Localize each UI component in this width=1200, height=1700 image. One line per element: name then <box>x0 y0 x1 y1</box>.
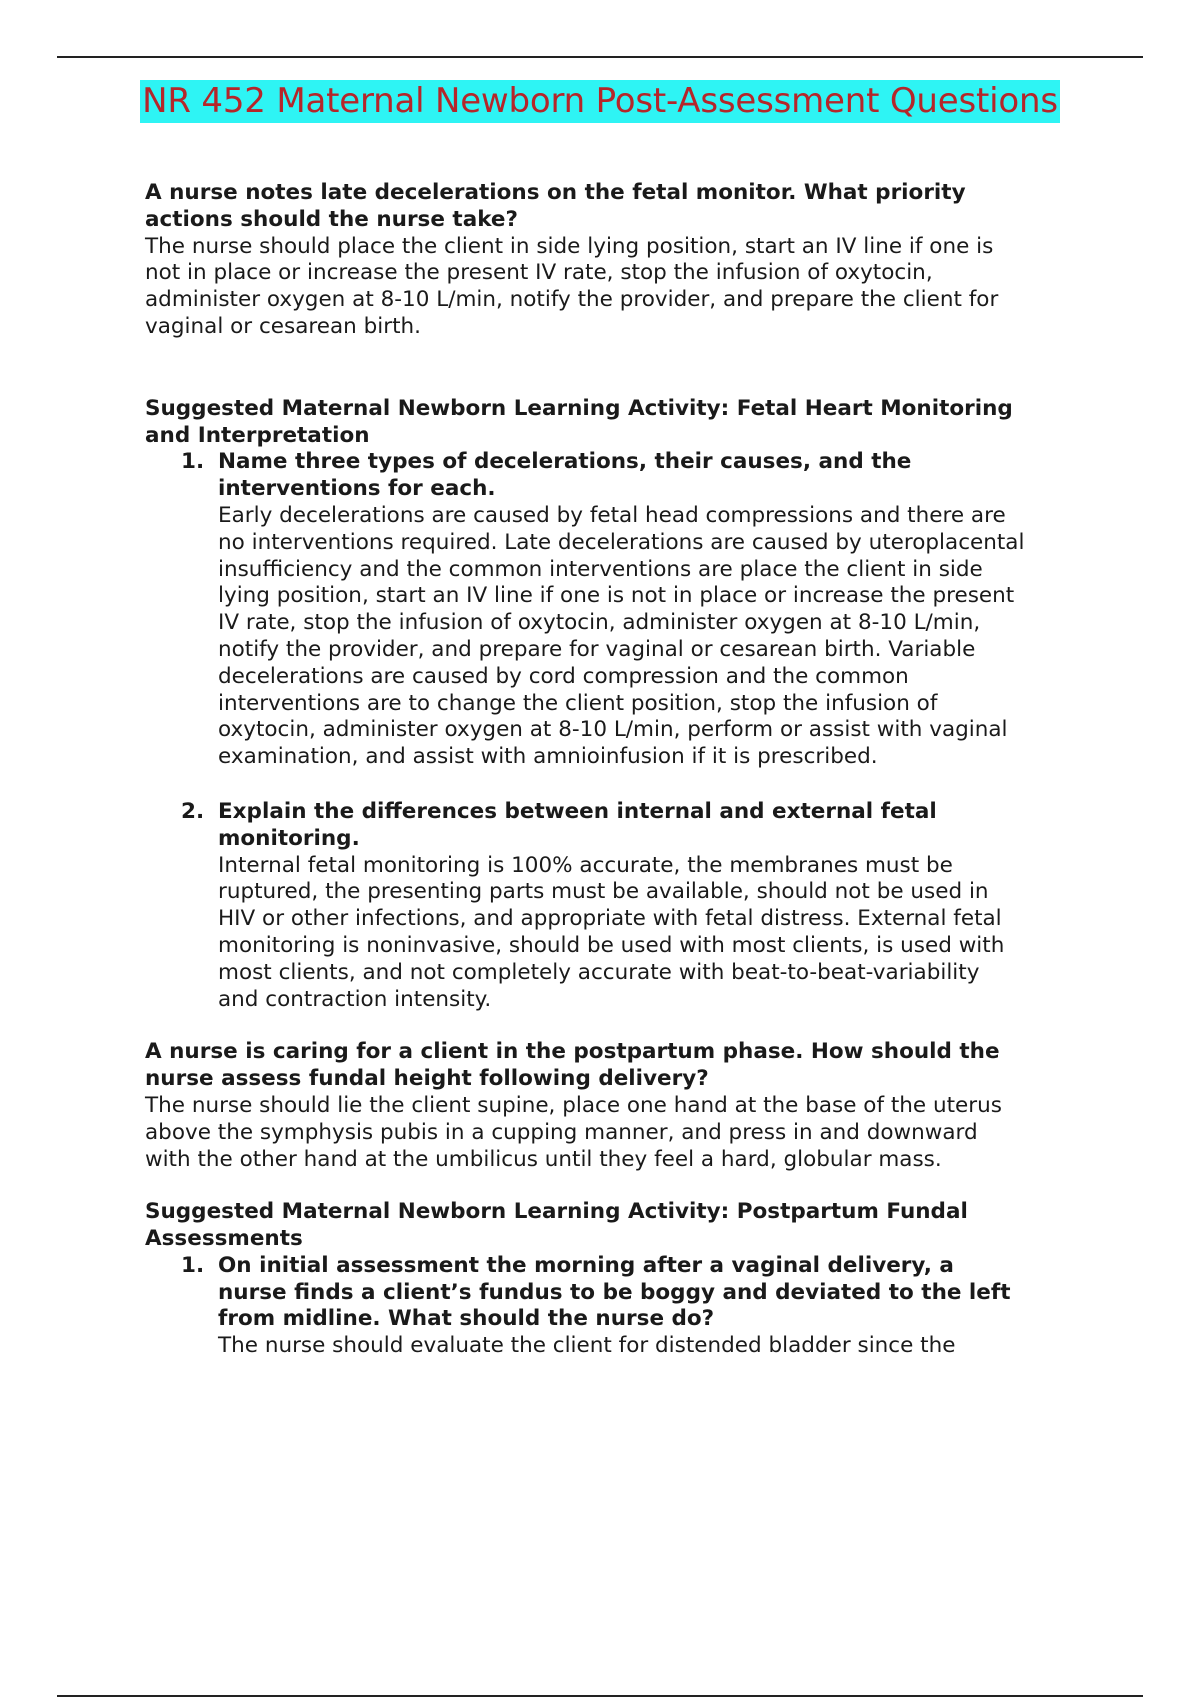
activity-list <box>145 1253 1025 1360</box>
item-question: On initial assessment the morning after a vaginal delivery, a nurse finds a client’s fundus to be boggy and deviated to the left from midline. What should the nurse do? <box>218 1252 1011 1332</box>
document-body <box>145 180 1025 1360</box>
learning-activity-postpartum-fundal <box>145 1199 1025 1360</box>
list-item <box>145 799 1025 1013</box>
list-item <box>145 1253 1025 1360</box>
question-late-decelerations <box>145 180 1025 341</box>
activity-list <box>145 449 1025 1013</box>
item-number: 1. <box>181 449 205 475</box>
bottom-rule <box>57 1695 1143 1697</box>
item-number: 2. <box>181 798 205 824</box>
learning-activity-fetal-heart-monitoring <box>145 396 1025 1014</box>
item-answer: Internal fetal monitoring is 100% accurate, the membranes must be ruptured, the presenting parts must be available, should not be used in HIV or other infections, and appropriate with fetal distress. External fetal monitoring is noninvasive, should be used with most clients, is used with most clients, and not completely accurate with beat-to-beat-variability and contraction intensity. <box>218 852 1005 1012</box>
answer-text: The nurse should place the client in side lying position, start an IV line if one is not in place or increase the present IV rate, stop the infusion of oxytocin, administer oxygen at 8-10 L/min, notify the provider, and prepare the client for vaginal or cesarean birth. <box>145 233 999 339</box>
item-question: Explain the differences between internal and external fetal monitoring. <box>218 798 937 851</box>
item-answer: The nurse should evaluate the client for distended bladder since the <box>218 1333 956 1359</box>
item-question: Name three types of decelerations, their causes, and the interventions for each. <box>218 449 912 502</box>
question-text: A nurse notes late decelerations on the fetal monitor. What priority actions should the nurse take? <box>145 180 966 232</box>
question-text: A nurse is caring for a client in the postpartum phase. How should the nurse assess fundal height following delivery? <box>145 1039 1000 1092</box>
answer-text: The nurse should lie the client supine, place one hand at the base of the uterus above the symphysis pubis in a cupping manner, and press in and downward with the other hand at the umbilicus until they feel a hard, globular mass. <box>145 1092 1002 1172</box>
question-fundal-height <box>145 1039 1025 1173</box>
title-block <box>0 80 1200 123</box>
item-number: 1. <box>181 1252 205 1278</box>
spacer-item <box>145 771 1025 799</box>
spacer <box>145 341 1025 396</box>
item-answer: Early decelerations are caused by fetal head compressions and there are no interventions required. Late decelerations are caused by uteroplacental insufficiency and the common interventions are place the client in side lying position, start an IV line if one is not in place or increase the present IV rate, stop the infusion of oxytocin, administer oxygen at 8-10 L/min, notify the provider, and prepare for vaginal or cesarean birth. Variable decelerations are caused by cord compression and the common interventions are to change the client position, stop the infusion of oxytocin, administer oxygen at 8-10 L/min, perform or assist with vaginal examination, and assist with amnioinfusion if it is prescribed. <box>218 502 1025 770</box>
list-item <box>145 449 1025 771</box>
activity-heading: Suggested Maternal Newborn Learning Activity: Fetal Heart Monitoring and Interpretation <box>145 395 1013 448</box>
activity-heading: Suggested Maternal Newborn Learning Activity: Postpartum Fundal Assessments <box>145 1199 968 1252</box>
top-rule <box>57 56 1143 58</box>
spacer <box>145 1013 1025 1039</box>
spacer <box>145 1173 1025 1199</box>
document-title: NR 452 Maternal Newborn Post-Assessment Questions <box>142 81 1058 121</box>
